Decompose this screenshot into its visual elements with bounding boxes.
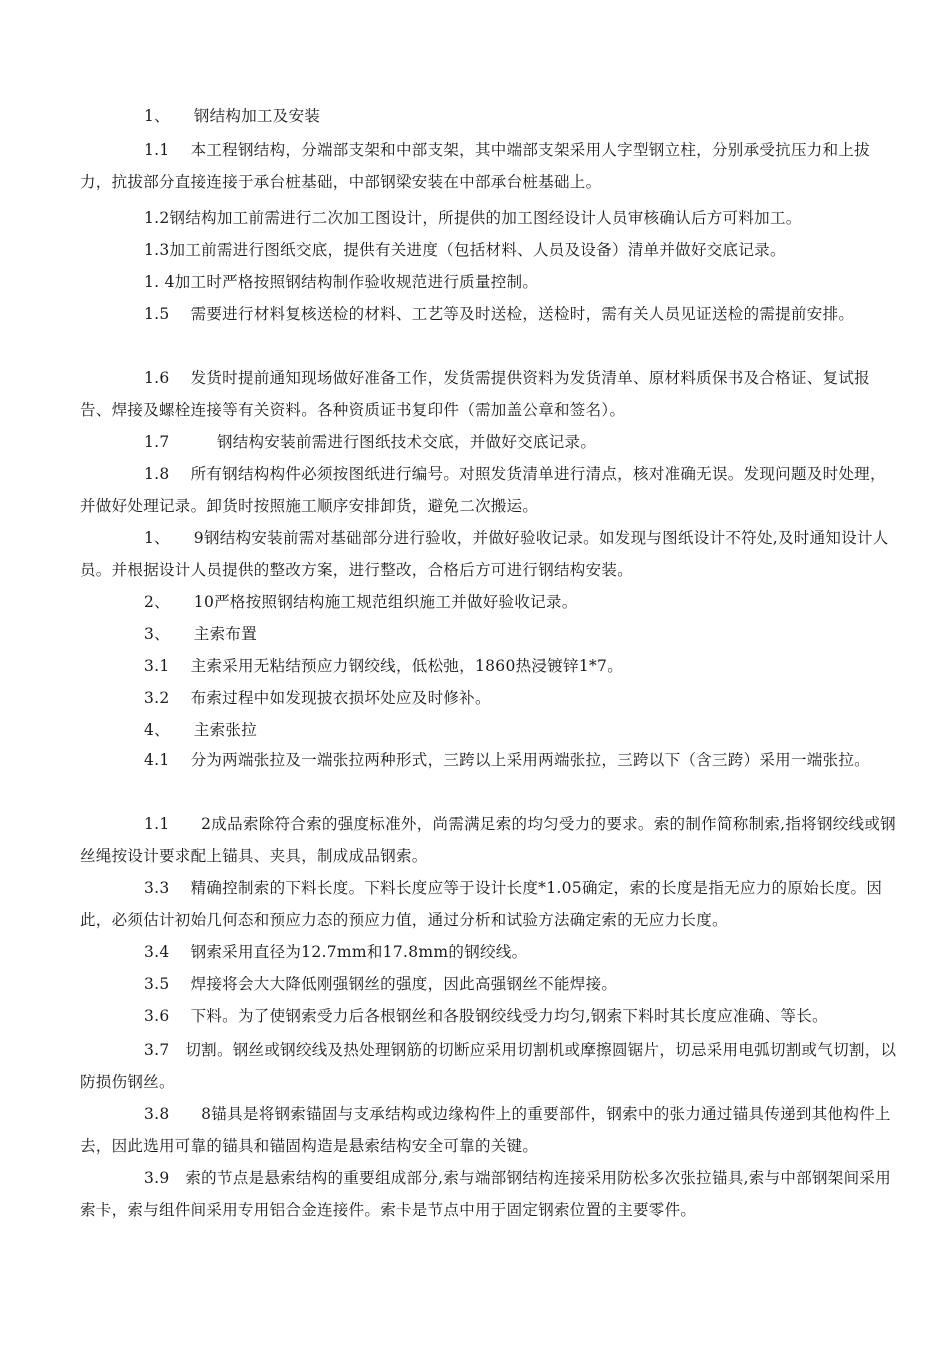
paragraph: 3.2 布索过程中如发现披衣损坏处应及时修补。 xyxy=(144,689,491,707)
paragraph: 3.1 主索采用无粘结预应力钢绞线，低松弛，1860热浸镀锌1*7。 xyxy=(144,657,623,675)
paragraph: 1.8 所有钢结构构件必须按图纸进行编号。对照发货清单进行清点，核对准确无误。发现问题及时处理，并做好处理记录。卸货时按照施工顺序安排卸货，避免二次搬运。 xyxy=(80,465,886,515)
paragraph: 1. 4加工时严格按照钢结构制作验收规范进行质量控制。 xyxy=(144,273,539,291)
paragraph: 1.7 钢结构安装前需进行图纸技术交底，并做好交底记录。 xyxy=(144,433,597,451)
paragraph: 3.4 钢索采用直径为12.7mm和17.8mm的钢绞线。 xyxy=(144,943,528,961)
paragraph: 3.3 精确控制索的下料长度。下料长度应等于设计长度*1.05确定，索的长度是指无应力的原始长度。因此，必须估计初始几何态和预应力态的预应力值，通过分析和试验方法确定索的无应力长度。 xyxy=(80,879,883,929)
paragraph: 1.1 2成品索除符合索的强度标准外，尚需满足索的均匀受力的要求。索的制作简称制索,指将钢绞线或钢丝绳按设计要求配上锚具、夹具，制成成品钢索。 xyxy=(80,815,896,865)
paragraph: 3.8 8锚具是将钢索锚固与支承结构或边缘构件上的重要部件，钢索中的张力通过锚具传递到其他构件上去，因此选用可靠的锚具和锚固构造是悬索结构安全可靠的关键。 xyxy=(80,1105,891,1155)
paragraph: 1.1 本工程钢结构，分端部支架和中部支架，其中端部支架采用人字型钢立柱，分别承受抗压力和上拔力，抗拔部分直接连接于承台桩基础，中部钢梁安装在中部承台桩基础上。 xyxy=(80,141,870,191)
paragraph: 2、 10严格按照钢结构施工规范组织施工并做好验收记录。 xyxy=(144,593,578,611)
paragraph: 1.2钢结构加工前需进行二次加工图设计，所提供的加工图经设计人员审核确认后方可料加工。 xyxy=(144,209,802,227)
paragraph: 1.3加工前需进行图纸交底，提供有关进度（包括材料、人员及设备）清单并做好交底记录。 xyxy=(144,241,786,259)
paragraph: 4.1 分为两端张拉及一端张拉两种形式，三跨以上采用两端张拉，三跨以下（含三跨）采用一端张拉。 xyxy=(144,751,870,769)
paragraph: 1.5 需要进行材料复核送检的材料、工艺等及时送检，送检时，需有关人员见证送检的需提前安排。 xyxy=(144,305,855,323)
paragraph: 1.6 发货时提前通知现场做好准备工作，发货需提供资料为发货清单、原材料质保书及合格证、复试报告、焊接及螺栓连接等有关资料。各种资质证书复印件（需加盖公章和签名）。 xyxy=(80,369,870,419)
section-heading: 4、 主索张拉 xyxy=(144,721,258,739)
section-heading: 3、 主索布置 xyxy=(144,625,258,643)
paragraph: 3.7 切割。钢丝或钢绞线及热处理钢筋的切断应采用切割机或摩擦圆锯片，切忌采用电弧切割或气切割，以防损伤钢丝。 xyxy=(80,1041,897,1091)
section-heading: 1、 钢结构加工及安装 xyxy=(144,107,321,125)
paragraph: 1、 9钢结构安装前需对基础部分进行验收，并做好验收记录。如发现与图纸设计不符处,及时通知设计人员。并根据设计人员提供的整改方案，进行整改，合格后方可进行钢结构安装。 xyxy=(80,529,889,579)
paragraph: 3.9 索的节点是悬索结构的重要组成部分,索与端部钢结构连接采用防松多次张拉锚具,索与中部钢架间采用索卡，索与组件间采用专用铝合金连接件。索卡是节点中用于固定钢索位置的主要零件。 xyxy=(80,1169,892,1219)
paragraph: 3.6 下料。为了使钢索受力后各根钢丝和各股钢绞线受力均匀,钢索下料时其长度应准确、等长。 xyxy=(144,1007,828,1025)
paragraph: 3.5 焊接将会大大降低刚强钢丝的强度，因此高强钢丝不能焊接。 xyxy=(144,975,618,993)
